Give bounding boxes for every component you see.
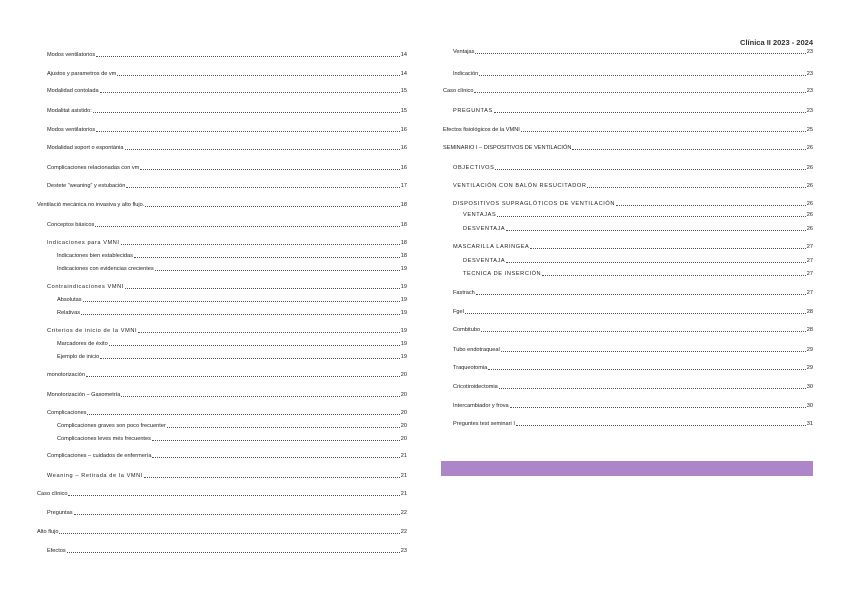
toc-dot-leader — [530, 248, 805, 249]
toc-dot-leader — [144, 477, 400, 478]
toc-entry-title: Modalitat asistido: — [47, 108, 92, 114]
toc-entry-title: MASCARILLA LARINGEA — [453, 244, 530, 250]
toc-dot-leader — [59, 533, 399, 534]
toc-dot-leader — [95, 226, 400, 227]
toc-entry[interactable] — [47, 240, 407, 246]
toc-entry-title: PREGUNTAS — [453, 108, 493, 114]
toc-entry[interactable] — [57, 253, 407, 259]
toc-entry-page: 21 — [400, 491, 407, 497]
toc-entry[interactable] — [463, 258, 813, 264]
toc-dot-leader — [93, 112, 400, 113]
toc-entry-page: 29 — [806, 347, 813, 353]
toc-dot-leader — [495, 169, 805, 170]
toc-entry-page: 19 — [400, 328, 407, 334]
toc-dot-leader — [140, 169, 399, 170]
toc-entry[interactable] — [463, 226, 813, 232]
toc-dot-leader — [152, 440, 400, 441]
toc-dot-leader — [134, 257, 400, 258]
toc-entry[interactable] — [47, 548, 407, 554]
toc-entry-title: Complicaciones – cuidados de enfermería — [47, 453, 152, 459]
toc-entry-title: Cricotiroidectomia — [453, 384, 498, 390]
toc-dot-leader — [497, 216, 805, 217]
toc-entry[interactable] — [47, 127, 407, 133]
toc-entry[interactable] — [453, 108, 813, 114]
toc-dot-leader — [96, 131, 400, 132]
toc-entry-title: Efectos — [47, 548, 66, 554]
toc-entry-title: DESVENTAJA — [463, 226, 506, 232]
toc-entry[interactable] — [57, 297, 407, 303]
toc-dot-leader — [138, 332, 400, 333]
toc-entry-page: 19 — [400, 310, 407, 316]
toc-entry[interactable] — [57, 266, 407, 272]
toc-entry-page: 27 — [806, 258, 813, 264]
toc-entry-page: 21 — [400, 453, 407, 459]
toc-dot-leader — [100, 92, 400, 93]
toc-dot-leader — [474, 92, 805, 93]
toc-entry-page: 19 — [400, 297, 407, 303]
toc-dot-leader — [475, 53, 805, 54]
toc-entry[interactable] — [453, 49, 813, 55]
toc-entry-title: VENTAJAS — [463, 212, 497, 218]
toc-dot-leader — [499, 388, 806, 389]
toc-dot-leader — [145, 206, 399, 207]
toc-dot-leader — [510, 407, 806, 408]
toc-entry[interactable] — [57, 310, 407, 316]
toc-entry[interactable] — [453, 290, 813, 296]
toc-entry-title: Conceptos básicos — [47, 222, 95, 228]
toc-entry[interactable] — [453, 244, 813, 250]
toc-dot-leader — [67, 552, 400, 553]
toc-dot-leader — [155, 270, 400, 271]
toc-entry[interactable] — [453, 183, 813, 189]
toc-entry-page: 31 — [806, 421, 813, 427]
toc-entry-page: 30 — [806, 384, 813, 390]
toc-dot-leader — [501, 351, 806, 352]
toc-entry-title: DISPOSITIVOS SUPRAGLÓTICOS DE VENTILACIÓN — [453, 201, 615, 207]
toc-dot-leader — [81, 314, 400, 315]
toc-dot-leader — [74, 514, 400, 515]
toc-entry[interactable] — [453, 421, 813, 427]
toc-entry-page: 20 — [400, 392, 407, 398]
toc-dot-leader — [100, 358, 399, 359]
toc-dot-leader — [476, 294, 806, 295]
toc-entry[interactable] — [47, 88, 407, 94]
toc-entry-page: 20 — [400, 436, 407, 442]
toc-dot-leader — [126, 187, 399, 188]
toc-dot-leader — [86, 376, 400, 377]
toc-entry[interactable] — [47, 473, 407, 479]
toc-entry-page: 28 — [806, 327, 813, 333]
toc-entry[interactable] — [453, 201, 813, 207]
toc-entry-page: 20 — [400, 410, 407, 416]
toc-dot-leader — [521, 131, 806, 132]
toc-entry[interactable] — [453, 347, 813, 353]
toc-dot-leader — [68, 495, 399, 496]
toc-entry-title: Ejemplo de inicio — [57, 354, 100, 360]
toc-entry-page: 26 — [806, 145, 813, 151]
toc-entry[interactable] — [443, 88, 813, 94]
toc-entry[interactable] — [453, 403, 813, 409]
toc-entry[interactable] — [453, 71, 813, 77]
toc-entry-page: 27 — [806, 271, 813, 277]
toc-entry[interactable] — [47, 222, 407, 228]
toc-entry-page: 26 — [806, 226, 813, 232]
toc-dot-leader — [481, 331, 806, 332]
toc-dot-leader — [167, 427, 400, 428]
toc-entry-page: 20 — [400, 372, 407, 378]
toc-entry[interactable] — [37, 529, 407, 535]
toc-dot-leader — [494, 112, 806, 113]
toc-entry-page: 19 — [400, 284, 407, 290]
toc-entry[interactable] — [47, 392, 407, 398]
toc-dot-leader — [616, 205, 806, 206]
toc-dot-leader — [125, 288, 400, 289]
toc-entry-page: 15 — [400, 88, 407, 94]
toc-entry-title: Absolutas — [57, 297, 82, 303]
toc-entry-title: Indicación — [453, 71, 479, 77]
toc-entry[interactable] — [47, 284, 407, 290]
toc-dot-leader — [109, 345, 400, 346]
toc-entry[interactable] — [57, 423, 407, 429]
toc-entry[interactable] — [47, 108, 407, 114]
toc-entry-title: Weaning – Retirada de la VMNI — [47, 473, 143, 479]
document-header: Clínica II 2023 - 2024 — [740, 38, 813, 47]
toc-entry-title: VENTILACIÓN CON BALÓN RESUCITADOR — [453, 183, 587, 189]
toc-dot-leader — [506, 262, 806, 263]
toc-entry-page: 19 — [400, 354, 407, 360]
toc-entry-title: Destete “weaning” y estubación — [47, 183, 126, 189]
toc-dot-leader — [479, 75, 806, 76]
toc-entry-title: Preguntes test seminari I — [453, 421, 515, 427]
toc-entry-page: 20 — [400, 423, 407, 429]
toc-entry-title: SEMINARIO I – DISPOSITIVOS DE VENTILACIÓN — [443, 145, 572, 151]
accent-bar — [441, 461, 813, 476]
toc-entry-page: 14 — [400, 71, 407, 77]
toc-entry-page: 22 — [400, 510, 407, 516]
toc-entry-page: 17 — [400, 183, 407, 189]
toc-dot-leader — [152, 457, 399, 458]
toc-entry[interactable] — [57, 341, 407, 347]
toc-entry-page: 18 — [400, 222, 407, 228]
toc-dot-leader — [121, 396, 399, 397]
toc-entry-page: 19 — [400, 266, 407, 272]
toc-entry-title: Modos ventilatorios — [47, 52, 96, 58]
toc-entry-title: Tubo endotraqueal — [453, 347, 500, 353]
toc-entry-page: 14 — [400, 52, 407, 58]
toc-entry-title: Preguntas — [47, 510, 73, 516]
toc-entry[interactable] — [47, 183, 407, 189]
toc-entry[interactable] — [47, 145, 407, 151]
toc-entry-title: Caso clínico — [37, 491, 68, 497]
toc-entry[interactable] — [453, 384, 813, 390]
toc-entry-page: 23 — [806, 71, 813, 77]
toc-entry-page: 18 — [400, 253, 407, 259]
toc-entry-title: TECNICA DE INSERCIÓN — [463, 271, 542, 277]
toc-entry[interactable] — [453, 165, 813, 171]
toc-dot-leader — [465, 313, 806, 314]
toc-dot-leader — [516, 425, 806, 426]
toc-entry-title: Ajustos y parametros de vm — [47, 71, 117, 77]
toc-dot-leader — [87, 414, 399, 415]
toc-entry[interactable] — [443, 145, 813, 151]
toc-entry-title: Fastrach — [453, 290, 475, 296]
toc-dot-leader — [488, 369, 805, 370]
toc-entry-page: 16 — [400, 165, 407, 171]
toc-entry-title: Criterios de inicio de la VMNI — [47, 328, 138, 334]
toc-entry-title: Complicaciones — [47, 410, 87, 416]
toc-entry-page: 28 — [806, 309, 813, 315]
toc-entry-page: 29 — [806, 365, 813, 371]
toc-entry-title: Efectos fisiológicos de la VMNI — [443, 127, 520, 133]
toc-entry-title: Fgel — [453, 309, 464, 315]
toc-dot-leader — [117, 75, 399, 76]
toc-entry-page: 26 — [806, 212, 813, 218]
toc-entry-title: Marcadores de éxito — [57, 341, 108, 347]
toc-entry-page: 18 — [400, 202, 407, 208]
toc-entry[interactable] — [57, 354, 407, 360]
toc-entry-page: 16 — [400, 127, 407, 133]
toc-entry-title: Complicaciones relacionadas con vm — [47, 165, 140, 171]
toc-entry-title: Indicaciones con evidencias crecientes — [57, 266, 154, 272]
toc-entry-page: 25 — [806, 127, 813, 133]
toc-entry[interactable] — [47, 328, 407, 334]
toc-dot-leader — [587, 187, 805, 188]
toc-entry-title: Indicaciones bien establecidas — [57, 253, 133, 259]
toc-entry-title: Indicaciones para VMNI — [47, 240, 120, 246]
toc-dot-leader — [506, 230, 806, 231]
toc-entry-title: Complicaciones leves més frecuentes — [57, 436, 151, 442]
toc-entry[interactable] — [47, 52, 407, 58]
toc-entry-title: OBJECTIVOS — [453, 165, 495, 171]
toc-entry-page: 16 — [400, 145, 407, 151]
toc-entry-title: DESVENTAJA — [463, 258, 506, 264]
toc-entry-page: 23 — [806, 88, 813, 94]
toc-entry-title: Ventajas — [453, 49, 475, 55]
toc-entry-title: Ventilació mecánica no invasiva y alto flujo. — [37, 202, 145, 208]
toc-entry[interactable] — [47, 510, 407, 516]
toc-dot-leader — [125, 149, 400, 150]
toc-entry-page: 30 — [806, 403, 813, 409]
toc-entry-page: 21 — [400, 473, 407, 479]
toc-entry[interactable] — [57, 436, 407, 442]
toc-entry[interactable] — [47, 453, 407, 459]
toc-entry-title: Caso clínico — [443, 88, 474, 94]
toc-entry[interactable] — [37, 202, 407, 208]
toc-entry-page: 23 — [806, 49, 813, 55]
toc-dot-leader — [96, 56, 400, 57]
toc-entry-title: Monotorización – Gasometría — [47, 392, 121, 398]
toc-entry-title: Traqueotomia — [453, 365, 488, 371]
toc-entry[interactable] — [47, 165, 407, 171]
toc-entry[interactable] — [453, 327, 813, 333]
toc-dot-leader — [121, 244, 400, 245]
toc-entry-page: 27 — [806, 290, 813, 296]
toc-dot-leader — [572, 149, 805, 150]
toc-entry-page: 18 — [400, 240, 407, 246]
toc-entry-page: 26 — [806, 183, 813, 189]
toc-entry-page: 27 — [806, 244, 813, 250]
toc-entry-title: Contraindicaciones VMNI — [47, 284, 124, 290]
toc-entry[interactable] — [463, 212, 813, 218]
toc-entry-title: Intercambiador y frova — [453, 403, 509, 409]
toc-entry-page: 26 — [806, 165, 813, 171]
toc-entry-page: 23 — [806, 108, 813, 114]
toc-entry[interactable] — [453, 365, 813, 371]
toc-dot-leader — [83, 301, 400, 302]
toc-entry-title: Combitubo — [453, 327, 481, 333]
toc-entry[interactable] — [37, 491, 407, 497]
toc-entry-title: Modos ventilatorios — [47, 127, 96, 133]
toc-entry-page: 26 — [806, 201, 813, 207]
toc-entry[interactable] — [47, 410, 407, 416]
toc-entry-page: 19 — [400, 341, 407, 347]
toc-entry[interactable] — [47, 71, 407, 77]
toc-entry[interactable] — [463, 271, 813, 277]
toc-entry-title: Relativas — [57, 310, 81, 316]
toc-entry-title: monotorización — [47, 372, 85, 378]
toc-entry[interactable] — [453, 309, 813, 315]
toc-entry[interactable] — [47, 372, 407, 378]
toc-entry-page: 23 — [400, 548, 407, 554]
toc-entry[interactable] — [443, 127, 813, 133]
toc-entry-title: Complicaciones graves son poco frecuenter — [57, 423, 166, 429]
toc-entry-title: Modalidad soport o espontània — [47, 145, 124, 151]
toc-entry-page: 22 — [400, 529, 407, 535]
toc-entry-title: Modalidad contolada — [47, 88, 99, 94]
toc-entry-page: 15 — [400, 108, 407, 114]
toc-entry-title: Alto flujo — [37, 529, 59, 535]
toc-dot-leader — [542, 275, 806, 276]
